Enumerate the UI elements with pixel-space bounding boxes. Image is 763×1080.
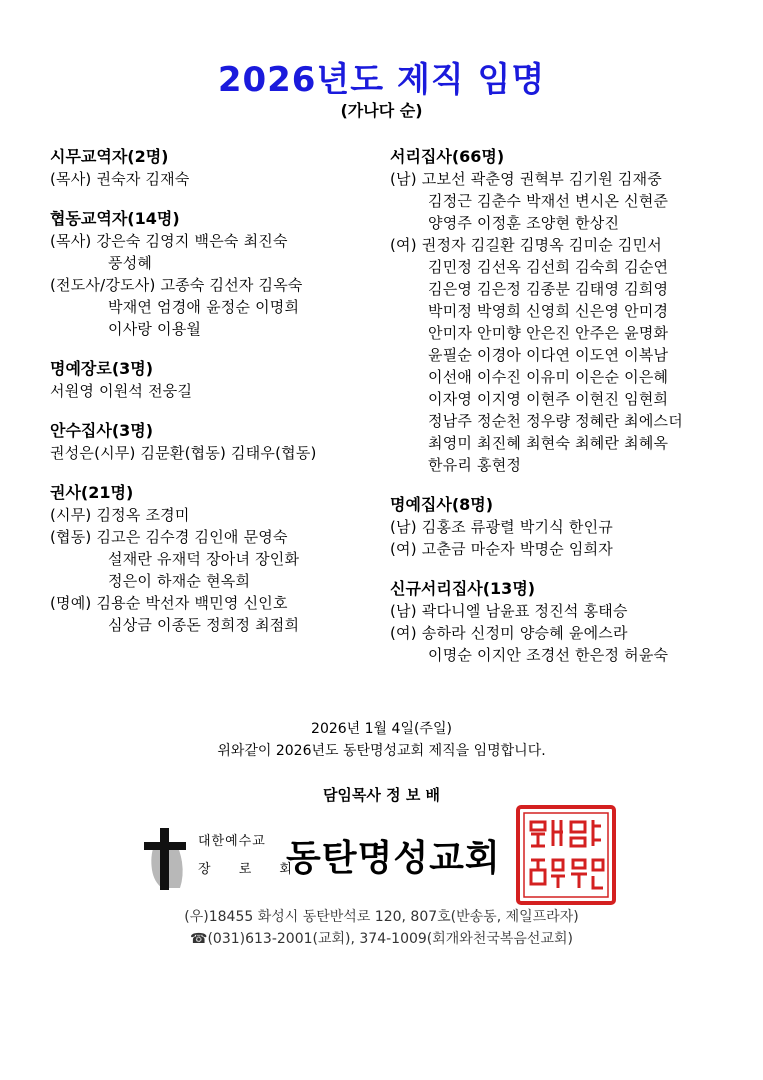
name-list-line: 한유리 홍현정 bbox=[428, 456, 522, 474]
name-list-line: (명예) 김용순 박선자 백민영 신인호 bbox=[50, 594, 288, 612]
name-list-line: 김민정 김선옥 김선희 김숙희 김순연 bbox=[428, 258, 669, 276]
name-list-line: (남) 김홍조 류광렬 박기식 한인규 bbox=[390, 518, 613, 536]
appointment-section bbox=[50, 420, 380, 464]
senior-pastor: 담임목사 정 보 배 bbox=[322, 786, 441, 804]
name-list-line: 설재란 유재덕 장아녀 장인화 bbox=[108, 550, 300, 568]
name-list-line: 풍성혜 bbox=[108, 254, 153, 272]
church-logo bbox=[140, 820, 520, 900]
right-column bbox=[390, 146, 735, 684]
name-list-line: 윤필순 이경아 이다연 이도연 이복남 bbox=[428, 346, 669, 364]
section-title: 안수집사(3명) bbox=[50, 421, 154, 440]
name-list-line: 이사랑 이용월 bbox=[108, 320, 202, 338]
appointment-section bbox=[390, 494, 735, 560]
name-list-line: 김은영 김은정 김종분 김태영 김희영 bbox=[428, 280, 669, 298]
name-list-line: 이명순 이지안 조경선 한은정 허윤숙 bbox=[428, 646, 669, 664]
church-address: (우)18455 화성시 동탄반석로 120, 807호(반송동, 제일프라자) bbox=[184, 909, 579, 925]
section-title: 신규서리집사(13명) bbox=[390, 579, 536, 598]
name-list-line: (목사) 강은숙 김영지 백은숙 최진숙 bbox=[50, 232, 288, 250]
section-title: 협동교역자(14명) bbox=[50, 209, 180, 228]
denomination-suffix: 장 로 회 bbox=[198, 862, 304, 877]
section-title: 시무교역자(2명) bbox=[50, 147, 169, 166]
appointment-section bbox=[50, 208, 380, 340]
name-list-line: (남) 곽다니엘 남윤표 정진석 홍태승 bbox=[390, 602, 628, 620]
name-list-line: (전도사/강도사) 고종숙 김선자 김옥숙 bbox=[50, 276, 303, 294]
appointment-section bbox=[390, 146, 735, 476]
section-title: 명예장로(3명) bbox=[50, 359, 154, 378]
left-column bbox=[50, 146, 380, 654]
name-list-line: 권성은(시무) 김문환(협동) 김태우(협동) bbox=[50, 444, 317, 462]
appointment-section bbox=[50, 482, 380, 636]
name-list-line: (시무) 김정옥 조경미 bbox=[50, 506, 190, 524]
name-list-line: 심상금 이종돈 정희정 최점희 bbox=[108, 616, 300, 634]
denomination-name: 대한예수교 bbox=[198, 834, 266, 849]
document-title: 2026년도 제직 임명 bbox=[217, 60, 546, 100]
appointment-section bbox=[50, 146, 380, 190]
name-list-line: 정남주 정순천 정우량 정혜란 최에스더 bbox=[428, 412, 683, 430]
church-seal-stamp bbox=[515, 804, 617, 906]
name-list-line: (목사) 권숙자 김재숙 bbox=[50, 170, 190, 188]
name-list-line: 양영주 이정훈 조양현 한상진 bbox=[428, 214, 620, 232]
name-list-line: 정은이 하재순 현옥희 bbox=[108, 572, 251, 590]
church-name: 동탄명성교회 bbox=[286, 838, 501, 879]
name-list-line: 박미정 박영희 신영희 신은영 안미경 bbox=[428, 302, 669, 320]
name-list-line: (여) 고춘금 마순자 박명순 임희자 bbox=[390, 540, 613, 558]
name-list-line: 서원영 이원석 전웅길 bbox=[50, 382, 193, 400]
cross-emblem-icon bbox=[140, 826, 190, 892]
appointment-section bbox=[50, 358, 380, 402]
section-title: 명예집사(8명) bbox=[390, 495, 494, 514]
church-phone: ☎(031)613-2001(교회), 374-1009(회개와천국복음선교회) bbox=[190, 931, 573, 947]
name-list-line: 최영미 최진혜 최현숙 최혜란 최혜옥 bbox=[428, 434, 669, 452]
name-list-line: 이선애 이수진 이유미 이은순 이은혜 bbox=[428, 368, 669, 386]
name-list-line: (남) 고보선 곽춘영 권혁부 김기원 김재중 bbox=[390, 170, 662, 188]
appointment-section bbox=[390, 578, 735, 666]
section-title: 서리집사(66명) bbox=[390, 147, 505, 166]
name-list-line: 안미자 안미향 안은진 안주은 윤명화 bbox=[428, 324, 669, 342]
appointment-date: 2026년 1월 4일(주일) bbox=[311, 721, 452, 737]
sort-order-note: (가나다 순) bbox=[340, 101, 423, 120]
name-list-line: (협동) 김고은 김수경 김인애 문영숙 bbox=[50, 528, 288, 546]
section-title: 권사(21명) bbox=[50, 483, 134, 502]
name-list-line: 김정근 김춘수 박재선 변시온 신현준 bbox=[428, 192, 669, 210]
name-list-line: (여) 권정자 김길환 김명옥 김미순 김민서 bbox=[390, 236, 662, 254]
name-list-line: 이자영 이지영 이현주 이현진 임현희 bbox=[428, 390, 669, 408]
appointment-statement: 위와같이 2026년도 동탄명성교회 제직을 임명합니다. bbox=[217, 743, 546, 759]
name-list-line: (여) 송하라 신정미 양승혜 윤에스라 bbox=[390, 624, 628, 642]
name-list-line: 박재연 엄경애 윤정순 이명희 bbox=[108, 298, 300, 316]
